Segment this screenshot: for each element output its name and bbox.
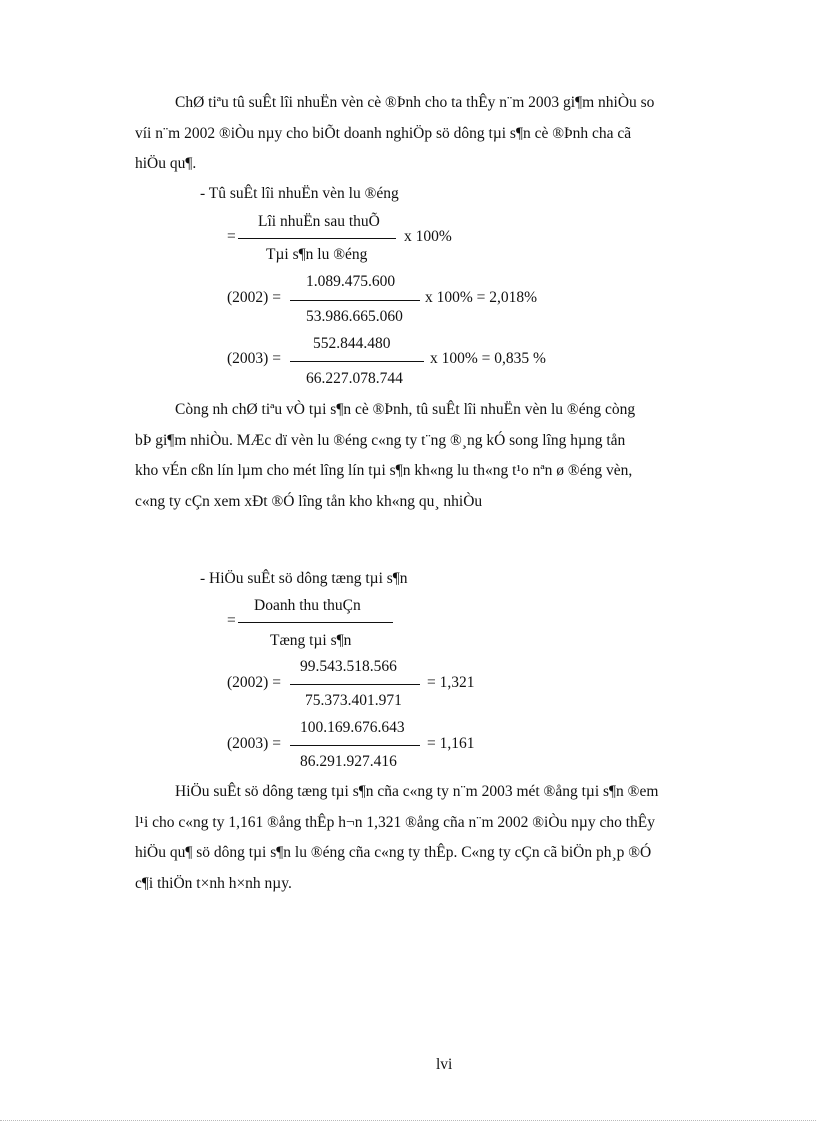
formula-1-suffix: x 100% [404, 228, 452, 245]
formula-1-2002-label: (2002) = [227, 289, 281, 306]
paragraph-1-line-1: ChØ tiªu tû suÊt lîi nhuËn vèn cè ®Þnh cho ta thÊy n¨m 2003 gi¶m nhiÒu so [175, 94, 655, 111]
paragraph-3-line-3: hiÖu qu¶ sö dông tµi s¶n lu ®éng cña c«ng ty thÊp. C«ng ty cÇn cã biÖn ph¸p ®Ó [135, 844, 652, 861]
formula-1-2002-numerator: 1.089.475.600 [306, 273, 396, 290]
formula-1-2002-fraction-line [290, 300, 420, 301]
paragraph-3-line-2: l¹i cho c«ng ty 1,161 ®ång thÊp h¬n 1,321 ®ång cña n¨m 2002 ®iÒu nµy cho thÊy [135, 813, 655, 831]
formula-2-denominator: Tæng tµi s¶n [270, 632, 352, 649]
formula-2-2003-fraction-line [290, 745, 420, 746]
formula-1-denominator: Tµi s¶n lu ®éng [266, 246, 368, 263]
paragraph-2-line-2: bÞ gi¶m nhiÒu. MÆc dï vèn lu ®éng c«ng ty t¨ng ®¸ng kÓ song lîng hµng tån [135, 431, 626, 449]
paragraph-2 [135, 395, 741, 517]
paragraph-2-line-4: c«ng ty cÇn xem xÐt ®Ó lîng tån kho kh«ng qu¸ nhiÒu [135, 492, 483, 510]
paragraph-1 [135, 88, 741, 180]
formula-2-equals: = [227, 612, 236, 629]
paragraph-3 [135, 777, 741, 899]
formula-2-fraction-line [238, 622, 393, 623]
page-bottom-divider [0, 1120, 816, 1121]
paragraph-1-line-2: víi n¨m 2002 ®iÒu nµy cho biÕt doanh nghiÖp sö dông tµi s¶n cè ®Þnh cha cã [135, 124, 632, 142]
formula-1-2003-fraction-line [290, 361, 424, 362]
formula-2-2002-numerator: 99.543.518.566 [300, 658, 397, 675]
page-number: lvi [436, 1056, 453, 1073]
paragraph-3-line-1: HiÖu suÊt sö dông tæng tµi s¶n cña c«ng ty n¨m 2003 mét ®ång tµi s¶n ®em [175, 783, 659, 800]
formula-2-2002-label: (2002) = [227, 674, 281, 691]
formula-2-2002-denominator: 75.373.401.971 [305, 692, 402, 709]
formula-1-2002-suffix: x 100% = 2,018% [425, 289, 538, 306]
paragraph-2-line-3: kho vÉn cßn lín lµm cho mét lîng lín tµi s¶n kh«ng lu th«ng t¹o nªn ø ®éng vèn, [135, 462, 633, 479]
formula-2-2002-suffix: = 1,321 [427, 674, 475, 691]
formula-2-2003-denominator: 86.291.927.416 [300, 753, 397, 770]
section-2-heading: - HiÖu suÊt sö dông tæng tµi s¶n [200, 570, 408, 587]
section-1-heading: - Tû suÊt lîi nhuËn vèn lu ®éng [200, 185, 399, 202]
formula-2-numerator: Doanh thu thuÇn [254, 597, 361, 614]
formula-2-2003-label: (2003) = [227, 735, 281, 752]
formula-2-2003-numerator: 100.169.676.643 [300, 719, 405, 736]
formula-1-2003-denominator: 66.227.078.744 [306, 370, 403, 387]
formula-1-equals: = [227, 228, 236, 245]
formula-2-2003-suffix: = 1,161 [427, 735, 475, 752]
paragraph-3-line-4: c¶i thiÖn t×nh h×nh nµy. [135, 874, 292, 892]
formula-1-fraction-line [238, 238, 396, 239]
formula-1-2003-suffix: x 100% = 0,835 % [430, 350, 546, 367]
formula-1-2002-denominator: 53.986.665.060 [306, 308, 403, 325]
paragraph-1-line-3: hiÖu qu¶. [135, 155, 197, 172]
paragraph-2-line-1: Còng nh chØ tiªu vÒ tµi s¶n cè ®Þnh, tû suÊt lîi nhuËn vèn lu ®éng còng [175, 401, 636, 418]
formula-1-2003-numerator: 552.844.480 [313, 335, 391, 352]
formula-1-2003-label: (2003) = [227, 350, 281, 367]
formula-2-2002-fraction-line [290, 684, 420, 685]
formula-1-numerator: Lîi nhuËn sau thuÕ [258, 213, 380, 230]
